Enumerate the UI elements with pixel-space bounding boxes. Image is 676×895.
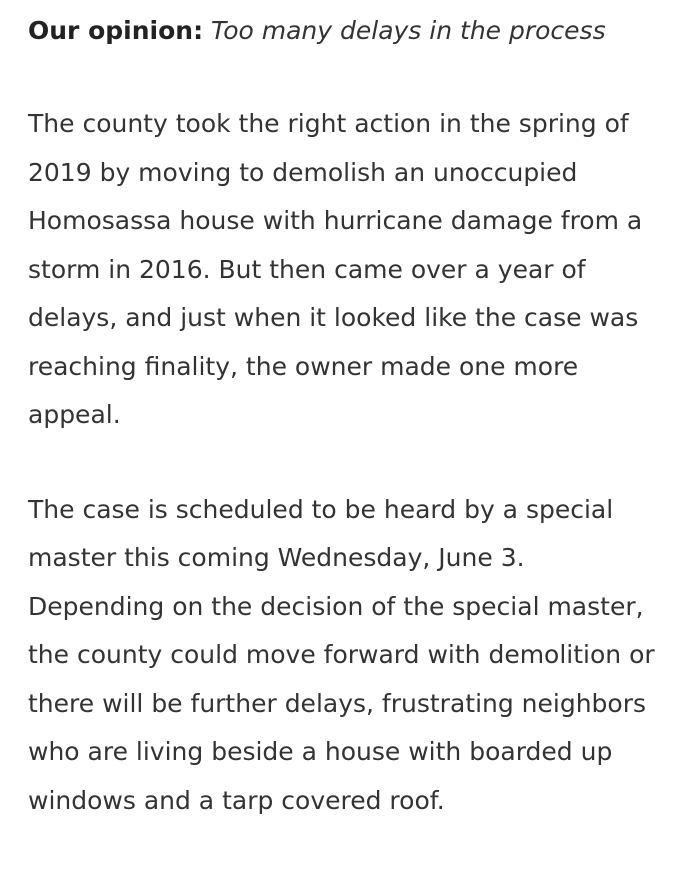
article-paragraph: The county took the right action in the spring of 2019 by moving to demolish an unoccupied Homosassa house with hurricane damage from a storm in 2016. But then came over a year of delays, and just when it looked like the case was reaching finality, the owner made one more appeal. [28,109,643,429]
opinion-title: Too many delays in the process [211,16,606,45]
opinion-heading [28,6,668,55]
article [28,6,668,825]
opinion-label: Our opinion: [28,16,204,45]
article-paragraph: The case is scheduled to be heard by a special master this coming Wednesday, June 3. Depending on the decision of the special master, the county could move forward with demolition or there will be further delays, frustrating neighbors who are living beside a house with boarded up windows and a tarp covered roof. [28,494,655,815]
